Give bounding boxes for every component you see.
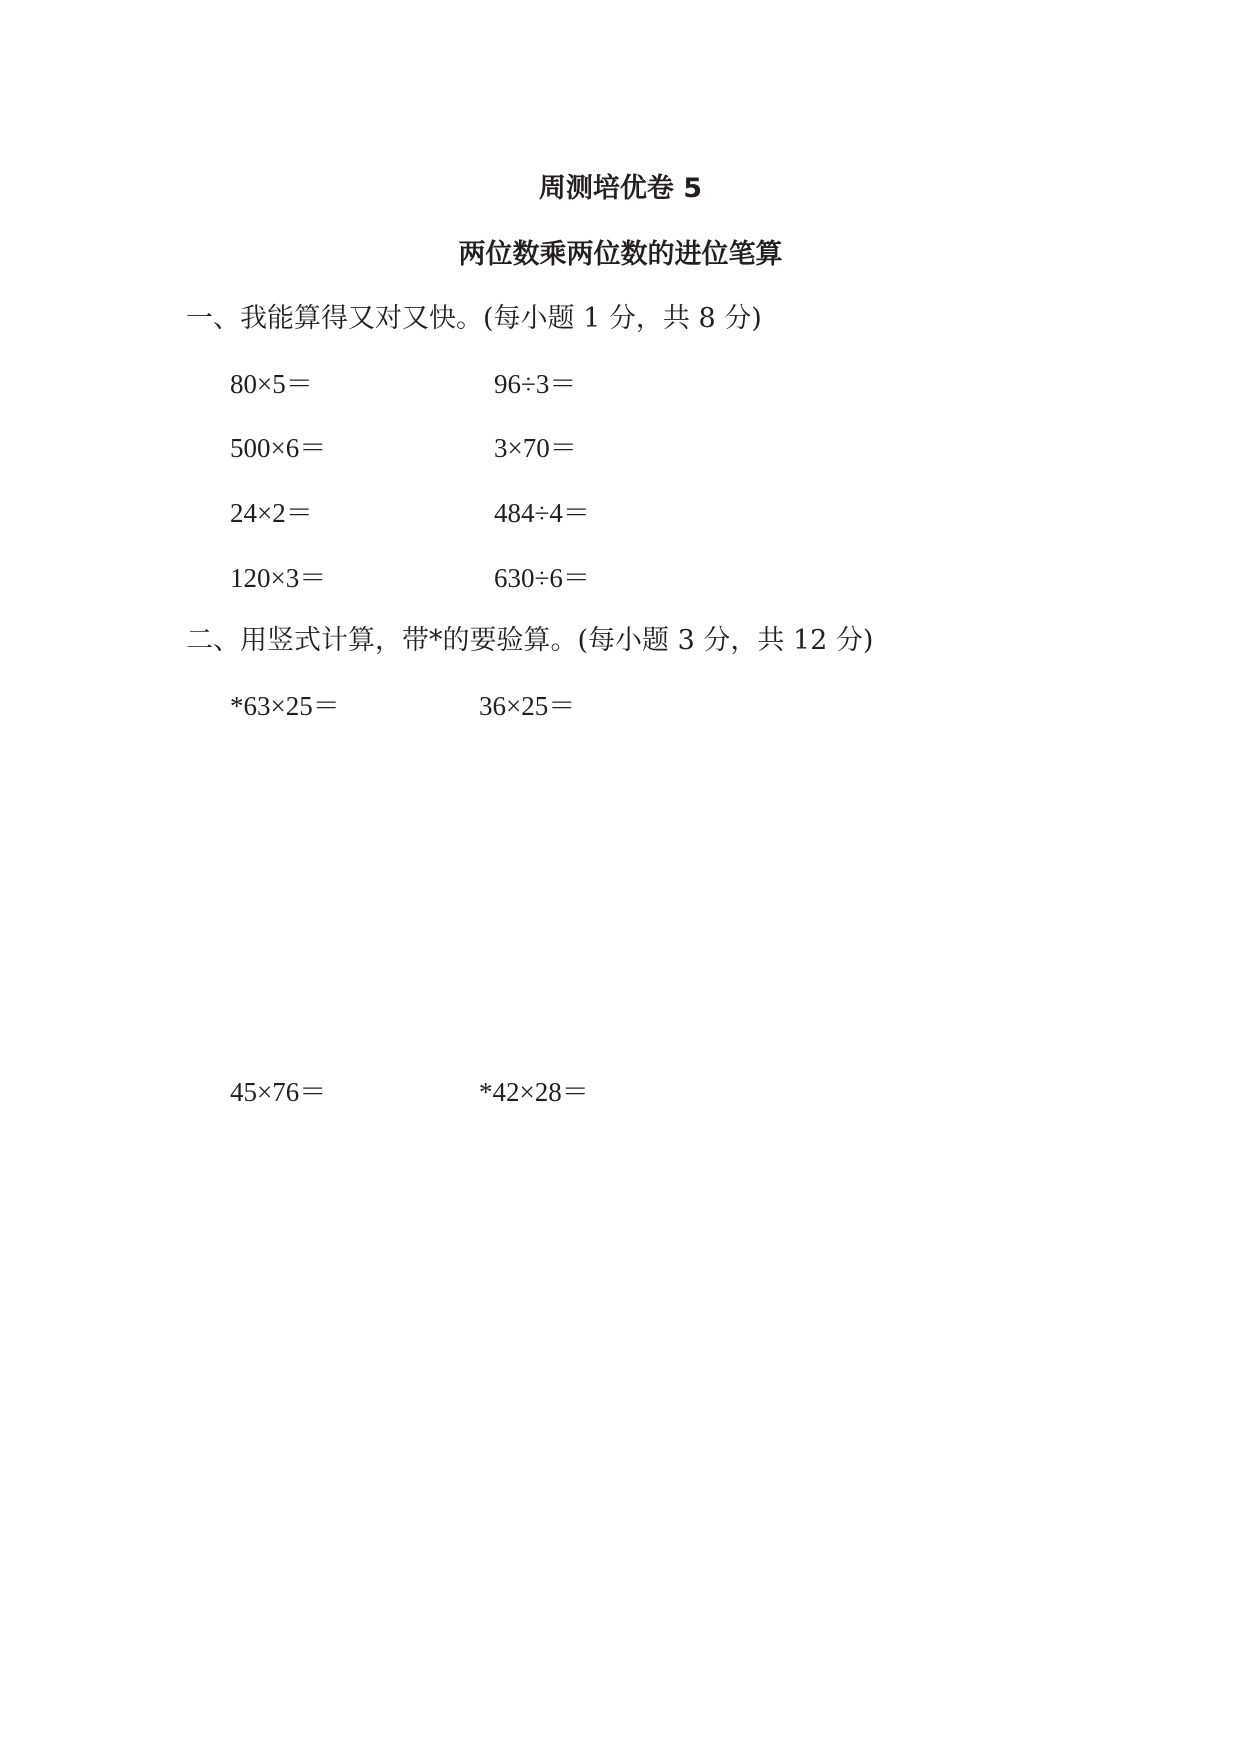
section-1-problem: 500×6＝ xyxy=(230,433,327,463)
section-2-problem: 45×76＝ xyxy=(230,1077,327,1107)
worksheet-title: 周测培优卷 5 xyxy=(538,173,703,204)
section-1-problem: 630÷6＝ xyxy=(494,563,590,593)
section-2-problem: 36×25＝ xyxy=(479,691,576,721)
section-2-heading: 二、用竖式计算，带*的要验算。(每小题 3 分，共 12 分) xyxy=(186,625,874,656)
section-1-problem: 120×3＝ xyxy=(230,563,327,593)
section-1-problem: 96÷3＝ xyxy=(494,369,577,399)
section-2-problem: *63×25＝ xyxy=(230,691,340,721)
section-1-heading: 一、我能算得又对又快。(每小题 1 分，共 8 分) xyxy=(186,303,762,334)
section-2-problem: *42×28＝ xyxy=(479,1077,589,1107)
worksheet-subtitle: 两位数乘两位数的进位笔算 xyxy=(458,239,783,270)
section-1-problem: 80×5＝ xyxy=(230,369,313,399)
section-1-problem: 24×2＝ xyxy=(230,498,313,528)
section-1-problem: 484÷4＝ xyxy=(494,498,590,528)
section-1-problem: 3×70＝ xyxy=(494,433,577,463)
